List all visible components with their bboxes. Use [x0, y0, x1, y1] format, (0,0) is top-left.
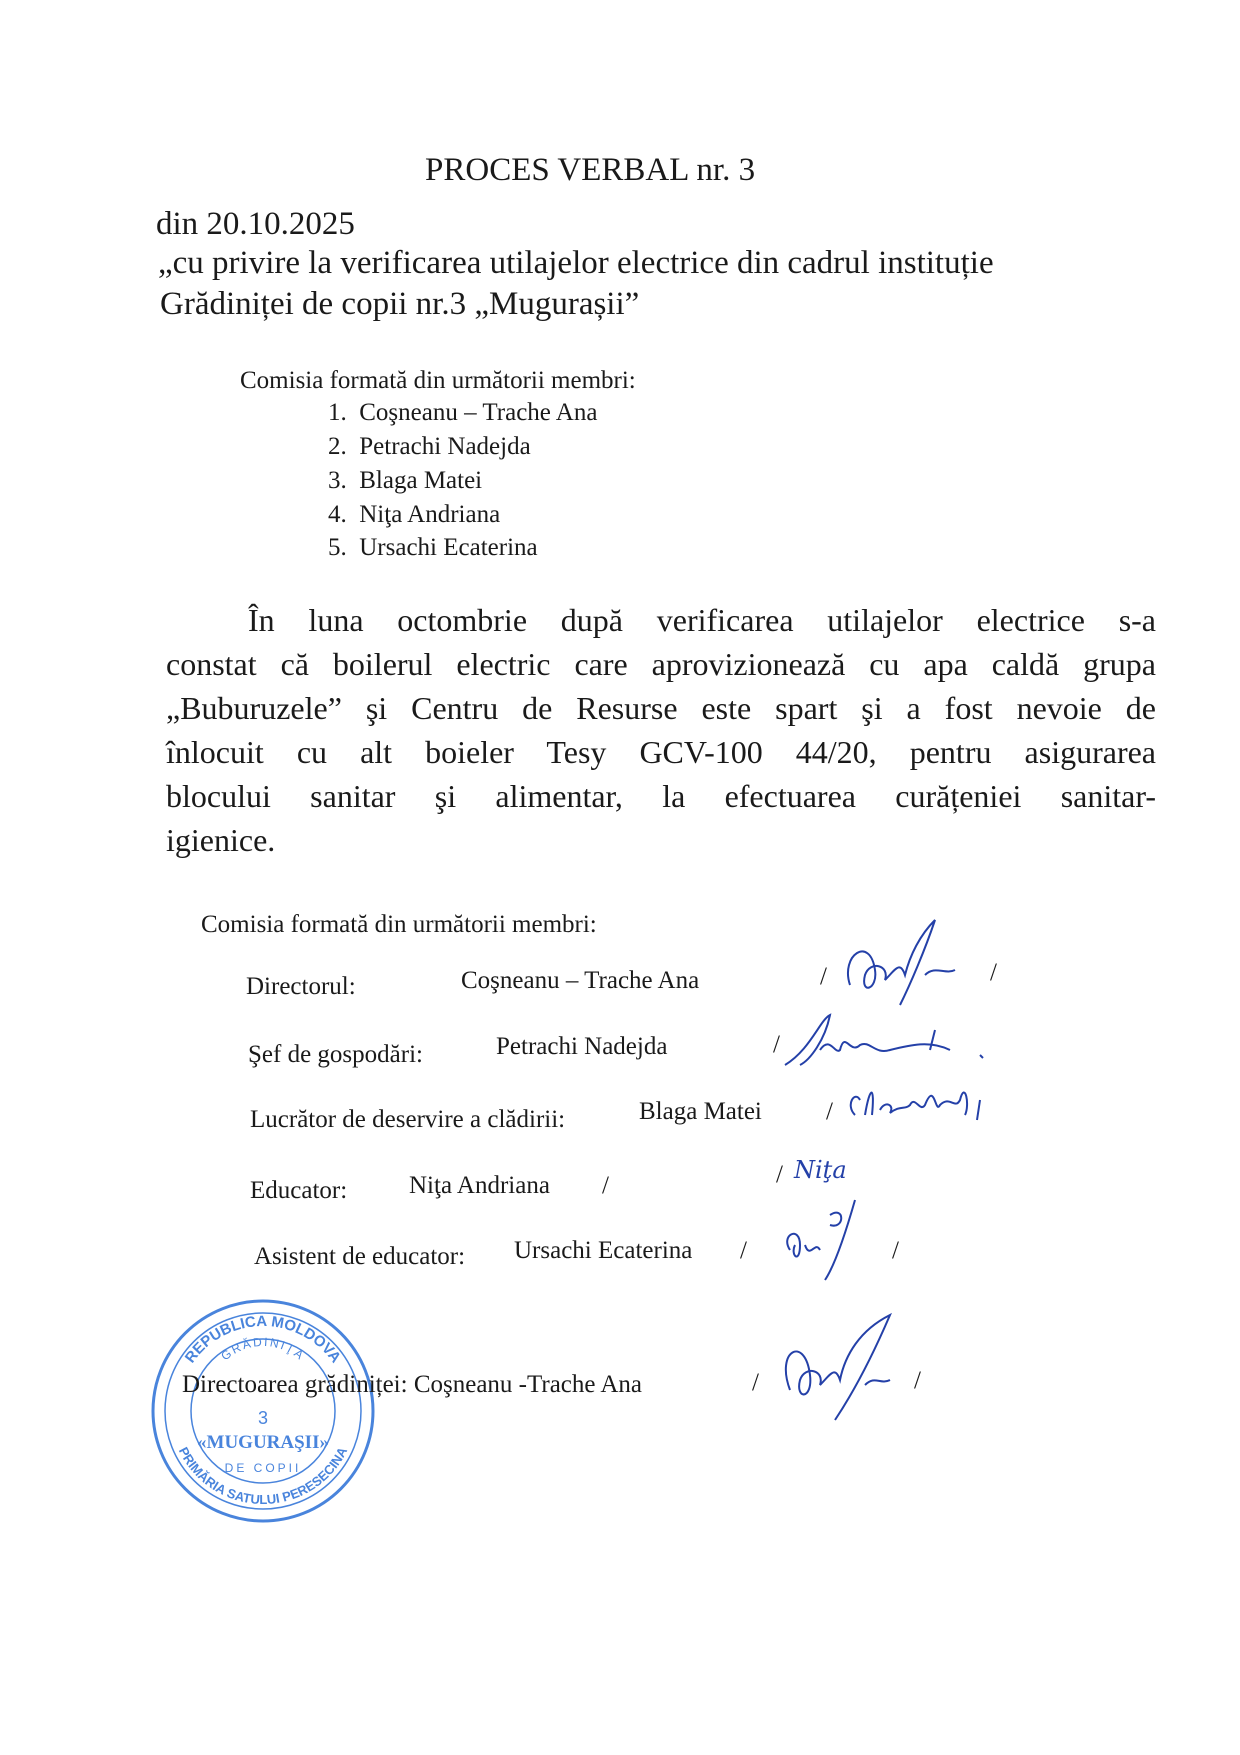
- svg-text:3: 3: [257, 1408, 269, 1428]
- body-paragraph: [166, 598, 1156, 862]
- body-line: igienice.: [166, 822, 276, 858]
- separator: /: [776, 1161, 783, 1188]
- subject-line-2: Grădiniței de copii nr.3 „Mugurașii”: [160, 286, 640, 322]
- body-line: blocului sanitar şi alimentar, la efectuarea curățeniei sanitar-: [166, 778, 1156, 814]
- member-name: Blaga Matei: [359, 467, 483, 494]
- separator: /: [773, 1031, 780, 1058]
- svg-text:PRIMĂRIA SATULUI PERESECINA: PRIMĂRIA SATULUI PERESECINA: [175, 1444, 351, 1508]
- signature-maintenance: [840, 1075, 990, 1135]
- signature-role: Directorul:: [246, 973, 356, 1000]
- commission-intro: Comisia formată din următorii membri:: [240, 367, 636, 394]
- list-number: 1.: [328, 399, 347, 426]
- subject-line-1: „cu privire la verificarea utilajelor electrice din cadrul instituție: [158, 245, 994, 281]
- institution-stamp: [148, 1296, 378, 1526]
- member-name: Ursachi Ecaterina: [359, 534, 538, 561]
- body-line: În luna octombrie după verificarea utilajelor electrice s-a: [248, 602, 1156, 638]
- body-line: constat că boilerul electric care aprovizionează cu apa caldă grupa: [166, 646, 1156, 682]
- list-item: [328, 466, 482, 495]
- separator: /: [826, 1098, 833, 1125]
- member-name: Coşneanu – Trache Ana: [359, 399, 598, 426]
- separator: /: [752, 1369, 759, 1396]
- separator: /: [914, 1367, 921, 1394]
- svg-text:DE COPII: DE COPII: [224, 1461, 302, 1475]
- list-item: [328, 500, 500, 529]
- signatures-intro: Comisia formată din următorii membri:: [201, 911, 597, 938]
- signature-role: Lucrător de deservire a clădirii:: [250, 1106, 566, 1133]
- separator: /: [820, 963, 827, 990]
- signature-assistant: [775, 1195, 885, 1285]
- separator: /: [740, 1237, 747, 1264]
- director-line: Directoarea grădiniței: Coşneanu -Trache Ana: [182, 1371, 643, 1398]
- list-item: [328, 398, 597, 427]
- member-name: Niţa Andriana: [359, 501, 501, 528]
- signature-name: Ursachi Ecaterina: [514, 1237, 693, 1264]
- signature-name: Petrachi Nadejda: [496, 1033, 668, 1060]
- signature-name: Blaga Matei: [639, 1098, 762, 1125]
- document-title: PROCES VERBAL nr. 3: [425, 152, 756, 188]
- signature-name: Niţa Andriana: [409, 1172, 550, 1199]
- list-number: 5.: [328, 534, 347, 561]
- signature-chief: [780, 1010, 1000, 1080]
- svg-text:«MUGURAŞII»: «MUGURAŞII»: [197, 1432, 329, 1453]
- svg-text:GRĂDINIŢA: GRĂDINIŢA: [218, 1334, 308, 1364]
- list-number: 2.: [328, 433, 347, 460]
- separator: /: [602, 1172, 609, 1199]
- signature-director-final: [775, 1310, 915, 1425]
- list-number: 4.: [328, 501, 347, 528]
- list-item: [328, 533, 538, 562]
- svg-text:REPUBLICA MOLDOVA: REPUBLICA MOLDOVA: [181, 1312, 345, 1367]
- signature-name: Coşneanu – Trache Ana: [461, 967, 700, 994]
- separator: /: [990, 959, 997, 986]
- body-line: înlocuit cu alt boieler Tesy GCV-100 44/20, pentru asigurarea: [166, 734, 1156, 770]
- list-number: 3.: [328, 467, 347, 494]
- signature-educator-handwritten: Niţa: [794, 1156, 847, 1184]
- signature-role: Asistent de educator:: [254, 1243, 466, 1270]
- signature-role: Educator:: [250, 1177, 348, 1204]
- list-item: [328, 432, 531, 461]
- body-line: „Buburuzele” şi Centru de Resurse este spart şi a fost nevoie de: [166, 690, 1156, 726]
- member-name: Petrachi Nadejda: [359, 433, 531, 460]
- document-date: din 20.10.2025: [156, 206, 355, 242]
- signature-director: [840, 915, 980, 1010]
- signature-role: Şef de gospodări:: [248, 1041, 423, 1068]
- separator: /: [892, 1237, 899, 1264]
